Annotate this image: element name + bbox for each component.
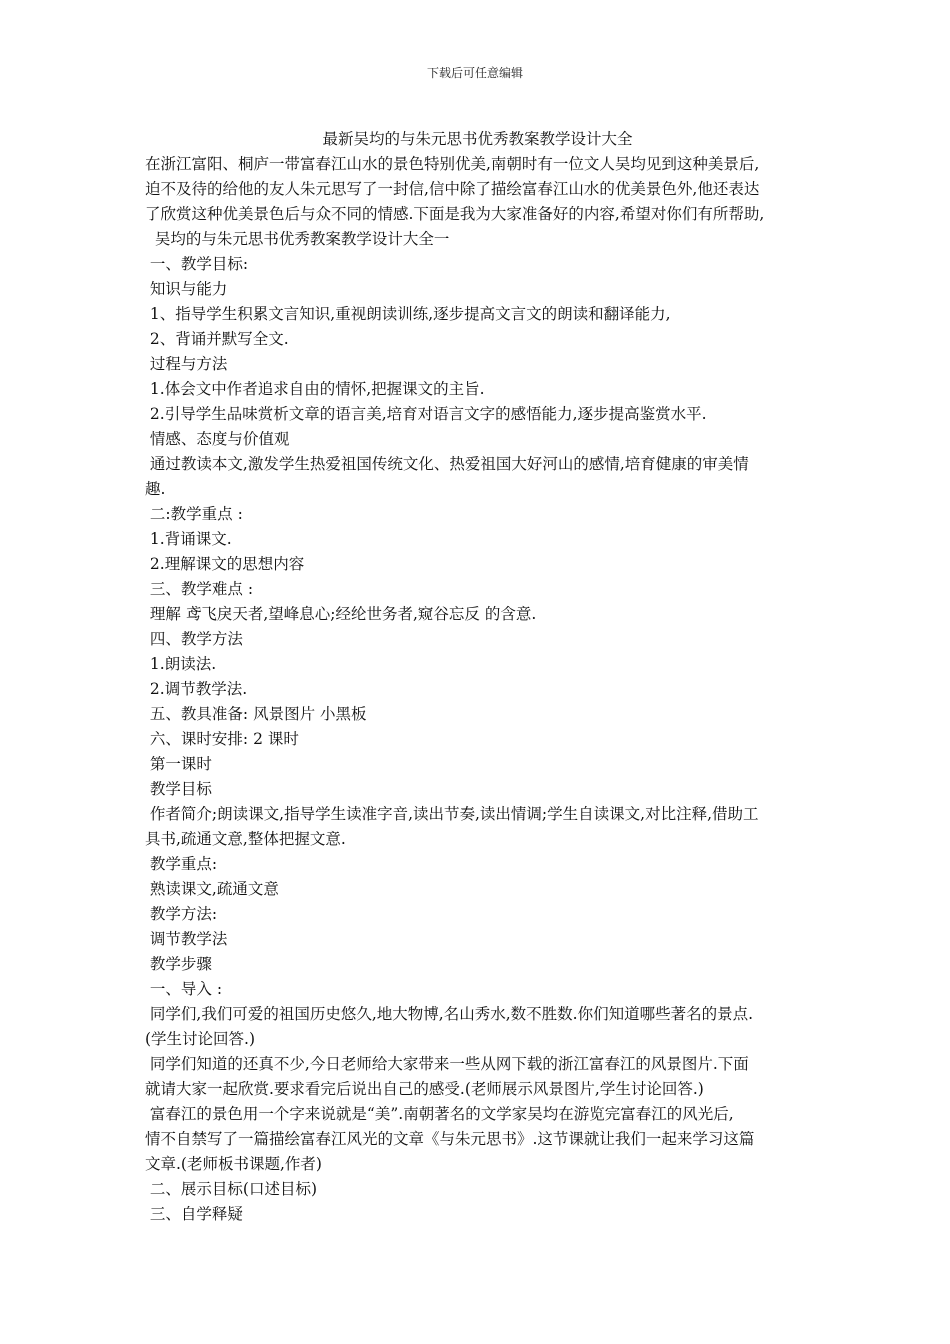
text-line: 第一课时 — [145, 755, 212, 773]
text-line: 吴均的与朱元思书优秀教案教学设计大全一 — [145, 230, 450, 248]
text-line: 富春江的景色用一个字来说就是“美”.南朝著名的文学家吴均在游览完富春江的风光后, — [145, 1105, 734, 1123]
text-line: 作者简介;朗读课文,指导学生读准字音,读出节奏,读出情调;学生自读课文,对比注释,借助工 — [145, 805, 759, 823]
text-line: 三、教学难点 : — [145, 580, 254, 598]
text-line: 文章.(老师板书课题,作者) — [145, 1155, 322, 1173]
text-line: 教学重点: — [145, 855, 218, 873]
intro-paragraph — [145, 152, 810, 227]
text-line: 教学方法: — [145, 905, 218, 923]
text-line: 通过教读本文,激发学生热爱祖国传统文化、热爱祖国大好河山的感情,培育健康的审美情 — [145, 455, 749, 473]
text-line: (学生讨论回答.) — [145, 1030, 256, 1048]
intro-line: 迫不及待的给他的友人朱元思写了一封信,信中除了描绘富春江山水的优美景色外,他还表达 — [145, 180, 760, 198]
text-line: 知识与能力 — [145, 280, 228, 298]
header-note: 下载后可任意编辑 — [426, 66, 523, 80]
text-line: 教学步骤 — [145, 955, 212, 973]
text-line: 2.调节教学法. — [145, 680, 248, 698]
text-line: 理解 鸢飞戾天者,望峰息心;经纶世务者,窥谷忘反 的含意. — [145, 605, 537, 623]
text-line: 四、教学方法 — [145, 630, 243, 648]
document-title: 最新吴均的与朱元思书优秀教案教学设计大全 — [322, 130, 633, 148]
text-line: 1.体会文中作者追求自由的情怀,把握课文的主旨. — [145, 380, 485, 398]
text-line: 1、指导学生积累文言知识,重视朗读训练,逐步提高文言文的朗读和翻译能力, — [145, 305, 671, 323]
text-line: 二:教学重点 : — [145, 505, 243, 523]
text-line: 教学目标 — [145, 780, 212, 798]
text-line: 过程与方法 — [145, 355, 228, 373]
text-line: 2、背诵并默写全文. — [145, 330, 289, 348]
text-line: 六、课时安排: 2 课时 — [145, 730, 299, 748]
text-line: 调节教学法 — [145, 930, 228, 948]
intro-line: 了欣赏这种优美景色后与众不同的情感.下面是我为大家准备好的内容,希望对你们有所帮助, — [145, 205, 765, 223]
text-line: 1.朗读法. — [145, 655, 217, 673]
text-line: 一、教学目标: — [145, 255, 249, 273]
text-line: 熟读课文,疏通文意 — [145, 880, 279, 898]
text-line: 情感、态度与价值观 — [145, 430, 290, 448]
text-line: 同学们,我们可爱的祖国历史悠久,地大物博,名山秀水,数不胜数.你们知道哪些著名的景点. — [145, 1005, 753, 1023]
text-line: 就请大家一起欣赏.要求看完后说出自己的感受.(老师展示风景图片,学生讨论回答.) — [145, 1080, 704, 1098]
text-line: 2.理解课文的思想内容 — [145, 555, 305, 573]
intro-line: 在浙江富阳、桐庐一带富春江山水的景色特别优美,南朝时有一位文人吴均见到这种美景后, — [145, 155, 760, 173]
text-line: 具书,疏通文意,整体把握文意. — [145, 830, 346, 848]
text-line: 趣. — [145, 480, 166, 498]
text-line: 1.背诵课文. — [145, 530, 232, 548]
text-line: 情不自禁写了一篇描绘富春江风光的文章《与朱元思书》.这节课就让我们一起来学习这篇 — [145, 1130, 755, 1148]
document-body — [145, 127, 810, 1227]
text-line: 三、自学释疑 — [145, 1205, 243, 1223]
text-line: 同学们知道的还真不少,今日老师给大家带来一些从网下载的浙江富春江的风景图片.下面 — [145, 1055, 749, 1073]
text-line: 一、导入 : — [145, 980, 223, 998]
text-line: 二、展示目标(口述目标) — [145, 1180, 318, 1198]
text-line: 五、教具准备: 风景图片 小黑板 — [145, 705, 367, 723]
text-line: 2.引导学生品味赏析文章的语言美,培育对语言文字的感悟能力,逐步提高鉴赏水平. — [145, 405, 707, 423]
document-lines — [145, 227, 810, 1227]
